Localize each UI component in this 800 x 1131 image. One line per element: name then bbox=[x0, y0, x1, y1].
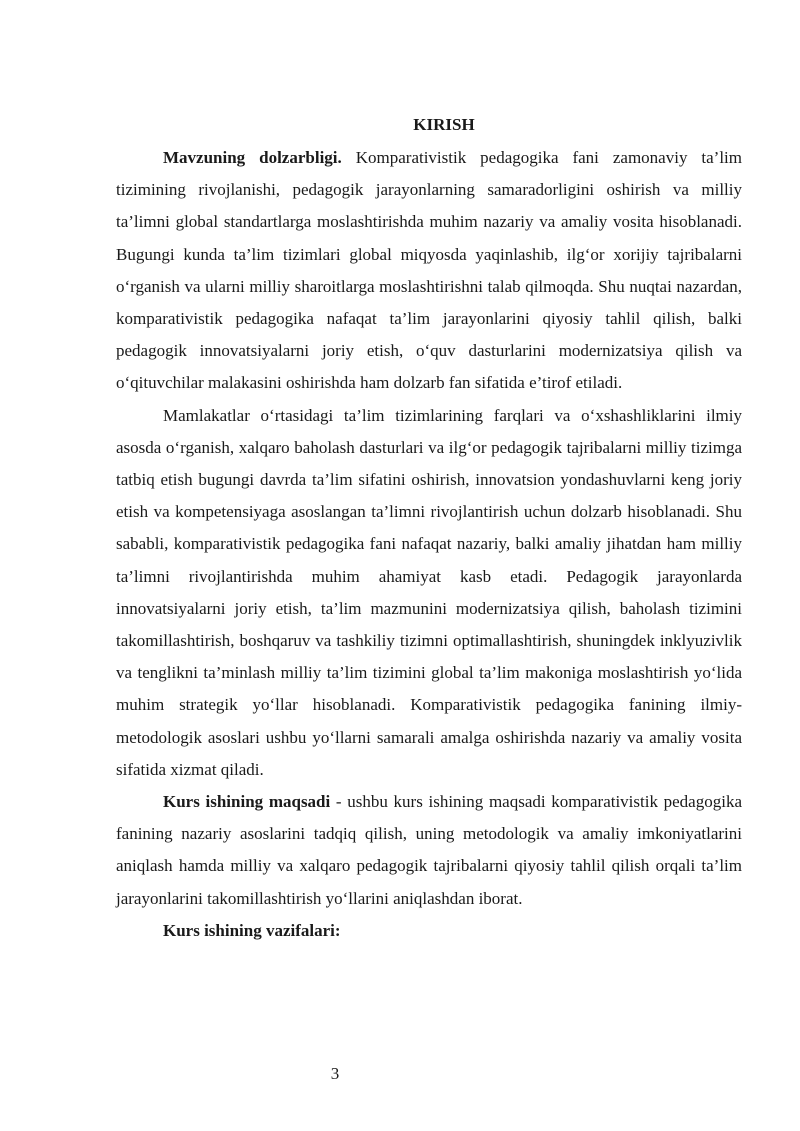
tasks-heading: Kurs ishining vazifalari: bbox=[163, 920, 341, 940]
paragraph-goal bbox=[116, 786, 742, 915]
paragraph-text: - ushbu kurs ishining maqsadi komparativistik pedagogika fanining nazariy asoslarini tadqiq qilish, uning metodologik va amaliy imkoniyatlarini aniqlash hamda milliy va xalqaro pedagogik tajribalarni qiyosiy tahlil qilish orqali ta’lim jarayonlarini takomillashtirish yo‘llarini aniqlashdan iborat. bbox=[116, 792, 742, 908]
paragraph-lead: Mavzuning dolzarbligi. bbox=[163, 148, 342, 167]
paragraph-text: Komparativistik pedagogika fani zamonaviy ta’lim tizimining rivojlanishi, pedagogik jarayonlarning samaradorligini oshirish va milliy ta’limni global standartlarga moslashtirishda muhim nazariy va amaliy vosita hisoblanadi. Bugungi kunda ta’lim tizimlari global miqyosda yaqinlashib, ilg‘or xorijiy tajribalarni o‘rganish va ularni milliy sharoitlarga moslashtirishni talab qilmoqda. Shu nuqtai nazardan, komparativistik pedagogika nafaqat ta’lim jarayonlarini qiyosiy tahlil qilish, balki pedagogik innovatsiyalarni joriy etish, o‘quv dasturlarini modernizatsiya qilish va o‘qituvchilar malakasini oshirishda ham dolzarb fan sifatida e’tirof etiladi. bbox=[116, 148, 742, 393]
section-title: KIRISH bbox=[413, 115, 475, 134]
paragraph-text: Mamlakatlar o‘rtasidagi ta’lim tizimlarining farqlari va o‘xshashliklarini ilmiy asosda o‘rganish, xalqaro baholash dasturlari va ilg‘or pedagogik tajribalarni milliy tizimga tatbiq etish bugungi davrda ta’lim sifatini oshirish, innovatsion yondashuvlarni keng joriy etish va kompetensiyaga asoslangan ta’limni rivojlantirish uchun dolzarb hisoblanadi. Shu sababli, komparativistik pedagogika fani nafaqat nazariy, balki amaliy jihatdan ham milliy ta’limni rivojlantirishda muhim ahamiyat kasb etadi. Pedagogik jarayonlarda innovatsiyalarni joriy etish, ta’lim mazmunini modernizatsiya qilish, baholash tizimini takomillashtirish, boshqaruv va tashkiliy tizimni optimallashtirish, shuningdek inklyuzivlik va tenglikni ta’minlash milliy ta’lim tizimini global ta’lim makoniga moslashtirish yo‘lida muhim strategik yo‘llar hisoblanadi. Komparativistik pedagogika fanining ilmiy-metodologik asoslari ushbu yo‘llarni samarali amalga oshirishda nazariy va amaliy vosita sifatida xizmat qiladi. bbox=[116, 405, 742, 779]
paragraph-comparison bbox=[116, 400, 742, 786]
document-page bbox=[116, 112, 742, 947]
page-number: 3 bbox=[330, 1064, 340, 1083]
paragraph-relevance bbox=[116, 142, 742, 400]
paragraph-lead: Kurs ishining maqsadi bbox=[163, 792, 331, 812]
